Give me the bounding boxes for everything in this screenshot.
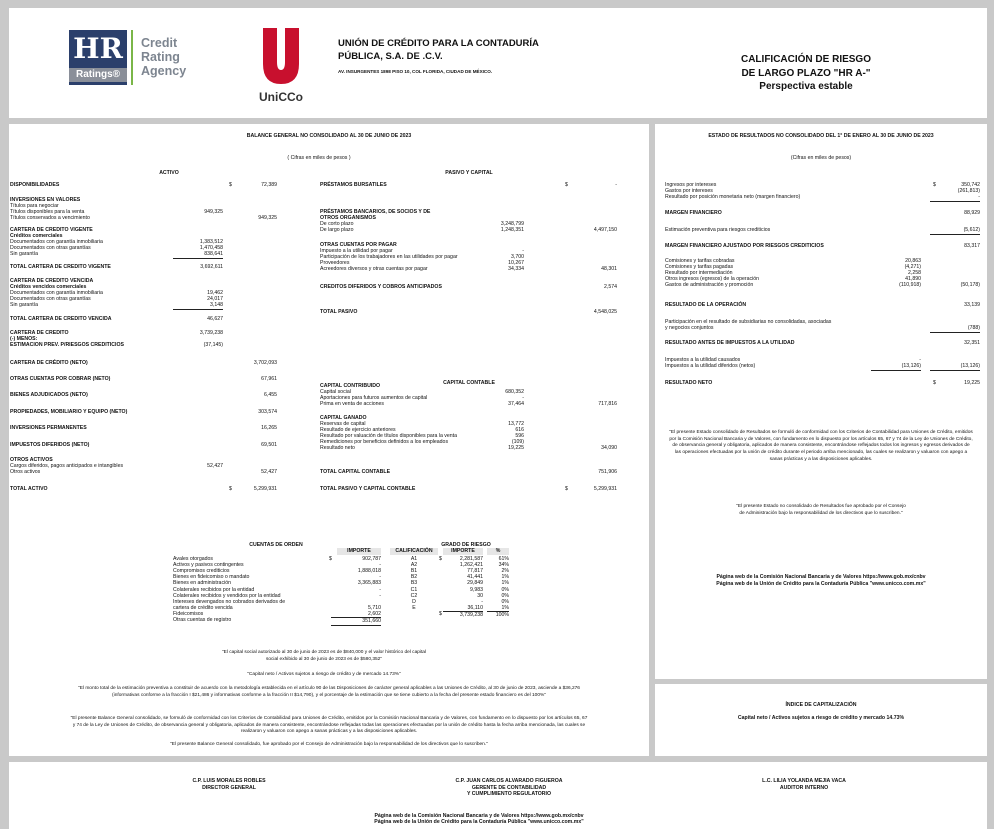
cuentas-orden-value: 902,787 [362, 556, 381, 562]
resultados-row-label: Gastos por intereses [665, 188, 713, 194]
pasivo-row-label: Remediciones por beneficios definidos a los empleados [320, 439, 449, 445]
pasivo-row-total: 5,299,931 [593, 486, 617, 492]
pasivo-row-label: Resultado de ejercicio anteriores [320, 427, 396, 433]
grado-porcentaje: 0% [501, 598, 509, 605]
pasivo-row-label: TOTAL PASIVO Y CAPITAL CONTABLE [320, 486, 416, 492]
pasivo-row-label: CAPITAL GANADO [320, 415, 367, 421]
activo-row-subvalue: 3,148 [173, 302, 223, 310]
grado-calificacion: B3 [410, 580, 418, 587]
pasivo-row-subvalue: (109) [511, 439, 524, 445]
cuentas-orden-label: Bienes en administración [173, 580, 231, 587]
resultados-row-label: Participación en el resultado de subsidiarias no consolidadas, asociadas [665, 319, 832, 325]
signature-auditor: L.C. LILIA YOLANDA MEJIA VACA AUDITOR INTERNO [762, 778, 846, 791]
cuentas-orden-value: 2,602 [368, 610, 381, 617]
grado-calificacion: C2 [410, 592, 418, 599]
activo-row-currency: $ [229, 486, 232, 492]
resultados-row-total: 19,225 [964, 380, 980, 386]
grado-importe: 2,281,587 [459, 556, 483, 562]
grado-calificacion: E [412, 604, 416, 611]
pasivo-row-total: - [615, 182, 617, 188]
pasivo-row-subvalue: 13,772 [508, 421, 524, 427]
resultados-row-label: Gastos de administración y promoción [665, 282, 754, 288]
logo-divider [131, 30, 133, 85]
activo-row-label: Sin garantía [10, 251, 38, 257]
cuentas-orden-label: Activos y pasivos contingentes [173, 562, 244, 569]
pasivo-row-label: Prima en venta de acciones [320, 401, 385, 407]
capital-heading: CAPITAL CONTABLE [443, 380, 495, 386]
pasivo-row-label: PRÉSTAMOS BANCARIOS, DE SOCIOS Y DE [320, 209, 431, 215]
resultados-row-subvalue: (13,126) [871, 363, 921, 371]
resultados-row-subvalue: 2,258 [908, 270, 921, 276]
activo-row-label: Títulos disponibles para la venta [10, 209, 85, 215]
resultados-row-label: MARGEN FINANCIERO [665, 210, 722, 216]
cuentas-orden-currency: $ [329, 556, 332, 562]
cuentas-orden-value: - [379, 592, 381, 599]
resultados-row-total: - [930, 194, 980, 202]
activo-row-total: 69,501 [261, 442, 277, 448]
pasivo-row-label: Aportaciones para futuros aumentos de capital [320, 395, 428, 401]
cuentas-orden-label: cartera de crédito vencida [173, 604, 233, 611]
grado-importe: 30 [477, 592, 483, 599]
activo-row-label: INVERSIONES EN VALORES [10, 197, 81, 203]
grado-porcentaje: 0% [501, 586, 509, 593]
cuentas-orden-label: Avales otorgados [173, 556, 213, 562]
pasivo-row-subvalue: - [522, 248, 524, 254]
grado-currency: $ [439, 556, 442, 562]
note-balance-formulado: "El presente Balance General consolidado, se formuló de conformidad con los Criterios de Contabilidad para Uniones de Crédito, emitidos por la Comisión Nacional Bancaria y de Valores, con fundamento en lo dispuesto por los artículos 65, 67 y 74 de la Ley de Uniones de Crédito, de observancia general y obligatoria, aplicados de manera consistente, encontrándose reflejadas todas las operaciones efectuadas por la unión de crédito hasta la fecha arriba mencionada, las cuales se realizaron y valuaron con apego a sanas prácticas y a las disposiciones aplicables. [70, 716, 588, 735]
signature-gerente: C.P. JUAN CARLOS ALVARADO FIGUEROA GERENTE DE CONTABILIDAD Y CUMPLIMIENTO REGULATORIO [455, 778, 563, 797]
pasivo-row-subvalue: 616 [515, 427, 524, 433]
activo-row-label: Otros activos [10, 469, 41, 475]
activo-row-total: 67,961 [261, 376, 277, 382]
grado-porcentaje: 1% [501, 604, 509, 611]
activo-row-total: 3,702,093 [253, 360, 277, 366]
cuentas-orden-label: Intereses devengados no cobrados derivados de [173, 598, 286, 605]
activo-row-subvalue: 24,017 [207, 296, 223, 302]
resultados-note-formulado: "El presente Estado consolidado de Resultados se formuló de conformidad con los Criterios de Contabilidad para Uniones de Crédito, emitidos por la Comisión Nacional Bancaria y de Valores, con fundamento en lo dispuesto por los artículos 65, 67 y 74 de la Ley de Uniones de Crédito, de observancia general y obligatoria, aplicados de manera consistente, encontrándose reflejados todos los ingresos y egresos derivados de las operaciones efectuadas por la unión de crédito durante el periodo arriba mencionado, las cuales se realizaron y valuaron con apego a sanas prácticas y a las disposiciones aplicables. [669, 430, 973, 462]
cuentas-orden-value: 5,710 [368, 604, 381, 611]
resultados-row-total: (788) [930, 325, 980, 333]
resultados-row-total: (50,178) [960, 282, 980, 288]
pasivo-row-total: 717,816 [598, 401, 617, 407]
activo-row-label: OTRAS CUENTAS POR COBRAR (NETO) [10, 376, 111, 382]
activo-row-label: Créditos vencidos comerciales [10, 284, 87, 290]
grado-col-pct: % [487, 548, 509, 555]
activo-row-label: Documentados con otras garantías [10, 245, 91, 251]
pasivo-row-label: CAPITAL CONTRIBUIDO [320, 383, 381, 389]
activo-row-subvalue: 1,470,458 [199, 245, 223, 251]
grado-calificacion: A2 [410, 562, 418, 569]
resultados-row-currency: $ [933, 182, 936, 188]
resultados-row-subvalue: (4,271) [904, 264, 921, 270]
company-name: UNIÓN DE CRÉDITO PARA LA CONTADURÍA PÚBLICA, S.A. DE .C.V. [338, 38, 539, 62]
activo-row-label: Documentados con garantía inmobiliaria [10, 239, 103, 245]
grado-porcentaje: 61% [498, 556, 509, 562]
grado-porcentaje: 1% [501, 574, 509, 581]
resultados-row-label: Resultado por intermediación [665, 270, 733, 276]
cuentas-orden-value: - [379, 562, 381, 569]
cuentas-orden-value: - [379, 574, 381, 581]
header-panel [9, 8, 987, 118]
resultados-row-label: MARGEN FINANCIERO AJUSTADO POR RIESGOS CREDITICIOS [665, 243, 824, 249]
resultados-row-subvalue: - [919, 357, 921, 363]
grado-col-calif: CALIFICACIÓN [390, 548, 438, 555]
resultados-row-label: Impuestos a la utilidad diferidos (netos) [665, 363, 756, 369]
grado-calificacion: C1 [410, 586, 418, 593]
capitalizacion-text: Capital neto / Activos sujetos a riesgo de crédito y mercado 14.73% [737, 715, 905, 721]
grado-calificacion: D [412, 598, 416, 605]
cuentas-orden-value: - [379, 586, 381, 593]
activo-row-label: Documentados con otras garantías [10, 296, 91, 302]
resultados-row-total: 83,317 [964, 243, 980, 249]
resultados-row-subvalue: (110,918) [899, 282, 921, 288]
grado-riesgo-title: GRADO DE RIESGO [441, 542, 491, 548]
activo-row-total: 52,427 [261, 469, 277, 475]
activo-row-label: Sin garantía [10, 302, 38, 308]
activo-heading: ACTIVO [159, 170, 179, 176]
activo-row-label: ESTIMACION PREV. P/RIESGOS CREDITICIOS [10, 342, 124, 348]
grado-porcentaje: 100% [487, 611, 509, 619]
cuentas-orden-label: Colaterales recibidos por la entidad [173, 586, 255, 593]
cuentas-orden-value: 1,888,018 [357, 568, 381, 575]
pasivo-row-label: Reservas de capital [320, 421, 366, 427]
cuentas-orden-title: CUENTAS DE ORDEN [249, 542, 303, 548]
grado-importe: 77,817 [467, 568, 483, 575]
pasivo-row-label: OTRAS CUENTAS POR PAGAR [320, 242, 397, 248]
pasivo-row-total: 4,497,150 [593, 227, 617, 233]
hr-ratings-logo [69, 30, 127, 85]
activo-row-total: 949,325 [258, 215, 277, 221]
agency-text: Credit Rating Agency [141, 36, 187, 78]
grado-porcentaje: 0% [501, 592, 509, 599]
capitalizacion-panel [655, 684, 987, 756]
activo-row-subvalue: 3,692,611 [200, 264, 223, 270]
activo-row-label: BIENES ADJUDICADOS (NETO) [10, 392, 88, 398]
grado-importe: 3,739,238 [443, 611, 483, 619]
hr-logo-letters: HR [73, 32, 123, 65]
activo-row-label: CARTERA DE CRÉDITO (NETO) [10, 360, 88, 366]
pasivo-row-subvalue: 596 [515, 433, 524, 439]
activo-row-label: Cargos diferidos, pagos anticipados e intangibles [10, 463, 124, 469]
pasivo-row-label: Resultado neto [320, 445, 355, 451]
resultados-web-cnbv: Página web de la Comisión Nacional Bancaria y de Valores https://www.gob.mx/cnbv [716, 574, 926, 580]
activo-row-subvalue: 52,427 [207, 463, 223, 469]
pasivo-heading: PASIVO Y CAPITAL [445, 170, 493, 176]
pasivo-row-total: 751,906 [598, 469, 617, 475]
activo-row-label: CARTERA DE CREDITO [10, 330, 69, 336]
hr-logo-ratings: Ratings® [69, 68, 127, 82]
grado-col-importe: IMPORTE [443, 548, 483, 555]
footer-web-cnbv: Página web de la Comisión Nacional Bancaria y de Valores https://www.gob.mx/cnbv [374, 813, 584, 819]
pasivo-row-subvalue: 1,248,351 [500, 227, 524, 233]
cuentas-orden-value: 351,660 [331, 617, 381, 626]
pasivo-row-subvalue: 37,464 [508, 401, 524, 407]
pasivo-row-currency: $ [565, 486, 568, 492]
activo-row-label: PROPIEDADES, MOBILIARIO Y EQUIPO (NETO) [10, 409, 128, 415]
resultados-row-label: Impuestos a la utilidad causados [665, 357, 741, 363]
signature-panel [9, 762, 987, 829]
activo-row-subvalue: 1,383,512 [199, 239, 223, 245]
grado-importe: 29,849 [467, 580, 483, 587]
pasivo-row-subvalue: 680,352 [505, 389, 524, 395]
footer-web-unicco: Página web de la Unión de Crédito para la Contaduría Pública "www.unicco.com.mx" [374, 819, 584, 825]
pasivo-row-label: CREDITOS DIFERIDOS Y COBROS ANTICIPADOS [320, 284, 442, 290]
pasivo-row-label: De largo plazo [320, 227, 354, 233]
grado-currency: $ [439, 610, 442, 617]
activo-row-subvalue: 949,325 [204, 209, 223, 215]
pasivo-row-label: Resultado por valuación de títulos disponibles para la venta [320, 433, 457, 439]
grado-importe: 41,441 [467, 574, 483, 581]
grado-importe: 9,983 [470, 586, 483, 593]
activo-row-label: Títulos para negociar [10, 203, 59, 209]
grado-porcentaje: 34% [498, 562, 509, 569]
unicco-logo [251, 26, 311, 106]
pasivo-row-total: 48,301 [601, 266, 617, 272]
resultados-note-aprobado: "El presente Estado no consolidado de Resultados fue aprobado por el Consejo de Administración bajo la responsabilidad de los directivos que lo suscriben." [736, 504, 906, 516]
resultados-row-label: Ingresos por intereses [665, 182, 717, 188]
resultados-row-label: Comisiones y tarifas pagadas [665, 264, 734, 270]
balance-units: ( Cifras en miles de pesos ) [287, 155, 351, 161]
pasivo-row-subvalue: 3,700 [511, 254, 524, 260]
signature-director: C.P. LUIS MORALES ROBLES DIRECTOR GENERAL [192, 778, 266, 791]
cuentas-orden-label: Colaterales recibidos y vendidos por la entidad [173, 592, 281, 599]
cuentas-orden-label: Bienes en fideicomiso o mandato [173, 574, 250, 581]
grado-porcentaje: 2% [501, 568, 509, 575]
activo-row-label: CARTERA DE CREDITO VIGENTE [10, 227, 93, 233]
note-capital-social: "El capital social autorizado al 30 de junio de 2023 es de $840,000 y el valor histórico del capital social exhibido al 30 de junio de 2023 es de $580,352" [221, 650, 427, 662]
pasivo-row-label: Capital social [320, 389, 351, 395]
grado-calificacion: A1 [410, 556, 418, 562]
activo-row-total: 303,574 [258, 409, 277, 415]
resultados-web-unicco: Página web de la Unión de Crédito para la Contaduría Pública "www.unicco.com.mx" [716, 581, 926, 587]
activo-row-total: 72,389 [261, 182, 277, 188]
cuentas-orden-label: Otras cuentas de registro [173, 617, 232, 623]
activo-row-subvalue: 3,739,238 [199, 330, 223, 336]
balance-title: BALANCE GENERAL NO CONSOLIDADO AL 30 DE JUNIO DE 2023 [246, 133, 412, 139]
activo-row-label: TOTAL CARTERA DE CREDITO VIGENTE [10, 264, 111, 270]
activo-row-label: CARTERA DE CREDITO VENCIDA [10, 278, 94, 284]
resultados-row-label: RESULTADO DE LA OPERACIÓN [665, 302, 747, 308]
resultados-row-label: Resultado por posición monetaria neto (margen financiero) [665, 194, 801, 200]
pasivo-row-currency: $ [565, 182, 568, 188]
resultados-row-total: (261,813) [957, 188, 980, 194]
note-balance-aprobado: "El presente Balance General consolidado, fue aprobado por el Consejo de Administración bajo la responsabilidad de los directivos que lo suscriben." [170, 742, 488, 747]
cuentas-orden-value: 3,365,883 [357, 580, 381, 587]
pasivo-row-label: Impuesto a la utilidad por pagar [320, 248, 393, 254]
resultados-units: (Cifras en miles de pesos) [790, 155, 852, 161]
resultados-row-total: 33,139 [964, 302, 980, 308]
activo-row-label: TOTAL ACTIVO [10, 486, 48, 492]
pasivo-row-label: TOTAL CAPITAL CONTABLE [320, 469, 391, 475]
pasivo-row-subvalue: 10,267 [508, 260, 524, 266]
activo-row-total: 16,265 [261, 425, 277, 431]
pasivo-row-subvalue: - [522, 395, 524, 401]
activo-row-label: DISPONIBILIDADES [10, 182, 60, 188]
activo-row-subvalue: 838,641 [173, 251, 223, 259]
grado-importe: 36,110 [467, 604, 483, 611]
unicco-u-icon [251, 26, 311, 88]
pasivo-row-subvalue: 19,225 [508, 445, 524, 451]
resultados-title: ESTADO DE RESULTADOS NO CONSOLIDADO DEL 1° DE ENERO AL 30 DE JUNIO DE 2023 [708, 133, 934, 139]
grado-porcentaje: 1% [501, 580, 509, 587]
resultados-row-total: (13,126) [930, 363, 980, 371]
grado-importe: 1,262,421 [459, 562, 483, 569]
pasivo-row-subvalue: 34,334 [508, 266, 524, 272]
pasivo-row-label: Participación de los trabajadores en las utilidades por pagar [320, 254, 458, 260]
resultados-row-label: Otros ingresos (egresos) de la operación [665, 276, 759, 282]
activo-row-label: INVERSIONES PERMANENTES [10, 425, 87, 431]
resultados-row-label: RESULTADO NETO [665, 380, 713, 386]
rating-block: CALIFICACIÓN DE RIESGO DE LARGO PLAZO "HR A-" Perspectiva estable [740, 54, 871, 92]
pasivo-row-total: 4,548,025 [593, 309, 617, 315]
grado-importe: - [481, 598, 483, 605]
activo-row-total: 5,299,931 [253, 486, 277, 492]
activo-row-label: OTROS ACTIVOS [10, 457, 53, 463]
pasivo-row-total: 2,574 [604, 284, 617, 290]
resultados-panel [655, 124, 987, 679]
pasivo-row-label: PRÉSTAMOS BURSATILES [320, 182, 387, 188]
resultados-row-total: 88,929 [964, 210, 980, 216]
activo-row-label: IMPUESTOS DIFERIDOS (NETO) [10, 442, 90, 448]
pasivo-row-label: OTROS ORGANISMOS [320, 215, 376, 221]
pasivo-row-label: Proveedores [320, 260, 350, 266]
unicco-name: UniCCo [259, 90, 303, 104]
activo-row-currency: $ [229, 182, 232, 188]
activo-row-total: 6,455 [264, 392, 277, 398]
resultados-row-label: y negocios conjuntos [665, 325, 714, 331]
pasivo-row-label: TOTAL PASIVO [320, 309, 358, 315]
balance-panel [9, 124, 649, 756]
note-capital-neto: "Capital neto / Activos sujetos a riesgo de crédito y de mercado 14.73%" [247, 672, 401, 677]
activo-row-subvalue: 19,462 [207, 290, 223, 296]
activo-row-label: (-) MENOS: [10, 336, 38, 342]
resultados-row-total: 32,351 [964, 340, 980, 346]
pasivo-row-label: Acreedores diversos y otras cuentas por pagar [320, 266, 428, 272]
activo-row-label: Créditos comerciales [10, 233, 63, 239]
resultados-row-label: Estimación preventiva para riesgos crediticios [665, 227, 771, 233]
activo-row-subvalue: 46,627 [207, 316, 223, 322]
resultados-row-total: 350,742 [961, 182, 980, 188]
cuentas-orden-label: Fideicomisos [173, 610, 204, 617]
cuentas-orden-col: IMPORTE [337, 548, 381, 555]
activo-row-label: TOTAL CARTERA DE CREDITO VENCIDA [10, 316, 112, 322]
note-estimacion: "El monto total de la estimación preventiva a constituir de acuerdo con la metodología establecida en el artículo 90 de las Disposiciones de carácter general aplicables a las Uniones de Crédito, al 30 de junio de 2023, asciende a $36,276 (informativas conforme a la fracción I $21,486 y informativas conforme a la fracción II $14,790), y el porcentaje de la estimación que se tiene cubierto a la fecha del presente estado financiero es del 100%" [78, 686, 580, 698]
activo-row-label: Títulos conservados a vencimiento [10, 215, 90, 221]
grado-calificacion: B1 [410, 568, 418, 575]
resultados-row-label: RESULTADO ANTES DE IMPUESTOS A LA UTILIDAD [665, 340, 795, 346]
company-address: AV. INSURGENTES 1898 PISO 10, COL FLORIDA, CIUDAD DE MÉXICO. [338, 69, 493, 74]
resultados-row-currency: $ [933, 380, 936, 386]
capitalizacion-title: ÍNDICE DE CAPITALIZACIÓN [785, 702, 857, 708]
pasivo-row-total: 34,090 [601, 445, 617, 451]
resultados-row-subvalue: 41,890 [905, 276, 921, 282]
pasivo-row-label: De corto plazo [320, 221, 354, 227]
activo-row-subvalue: (37,145) [203, 342, 223, 348]
pasivo-row-subvalue: 3,248,799 [500, 221, 524, 227]
resultados-row-subvalue: 20,863 [905, 258, 921, 264]
cuentas-orden-label: Compromisos crediticios [173, 568, 230, 575]
grado-calificacion: B2 [410, 574, 418, 581]
activo-row-label: Documentados con garantía inmobiliaria [10, 290, 103, 296]
resultados-row-label: Comisiones y tarifas cobradas [665, 258, 735, 264]
resultados-row-total: (5,612) [930, 227, 980, 235]
